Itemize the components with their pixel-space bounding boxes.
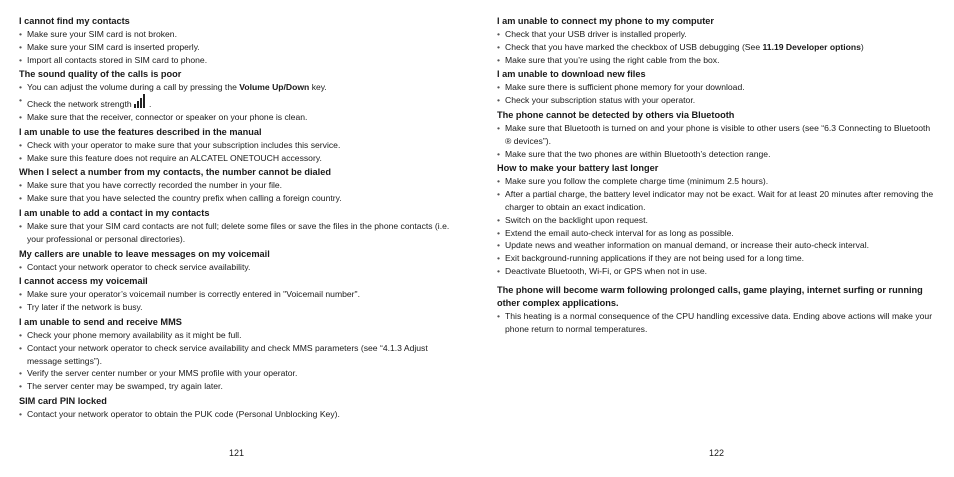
section-battery [497,162,937,277]
section-heading: I am unable to download new files [497,69,646,80]
section-download-files [497,68,937,107]
list-item: • Make sure this feature does not require an ALCATEL ONETOUCH accessory. [19,152,322,163]
list-item: • Make sure that the two phones are within Bluetooth’s detection range. [497,148,771,159]
list-item: • Switch on the backlight upon request. [497,214,648,225]
list-item: • Make sure that Bluetooth is turned on and your phone is visible to other users (see “6.3 Connecting to Bluetooth ® devices”). [497,122,931,146]
list-item: • Exit background-running applications if they are not being used for a long time. [497,253,805,264]
section-heading: I am unable to connect my phone to my computer [497,16,714,26]
section-cannot-find-contacts [19,15,464,66]
page-number: 122 [709,448,725,458]
list-item: • Check that you have marked the checkbox of USB debugging (See 11.19 Developer options) [497,41,864,52]
list-item: • Verify the server center number or your MMS profile with your operator. [19,368,298,379]
list-item: • Make sure that you have correctly recorded the number in your file. [19,180,283,191]
list-item: • Make sure your SIM card is not broken. [19,29,177,39]
list-item: • Check that your USB driver is installed properly. [497,29,687,39]
list-item: • You can adjust the volume during a call by pressing the Volume Up/Down key. [19,82,327,93]
list-item: • Make sure your SIM card is inserted properly. [19,41,200,52]
list-item: • Contact your network operator to check service availability. [19,261,251,272]
section-sound-quality [19,68,464,123]
list-item: • After a partial charge, the battery level indicator may not be exact. Wait for at least 20 minutes after removing the charger to obtain an exact indication. [497,189,934,212]
section-cannot-dial [19,166,464,205]
section-heading: I cannot find my contacts [19,16,130,26]
section-phone-warm [497,284,937,336]
list-item: • Try later if the network is busy. [19,302,143,313]
section-heading: How to make your battery last longer [497,163,659,174]
list-item: • Make sure your operator’s voicemail number is correctly entered in "Voicemail number". [19,289,360,300]
section-add-contact [19,207,464,246]
section-connect-computer [497,15,937,66]
section-heading: When I select a number from my contacts, the number cannot be dialed [19,167,331,178]
list-item: • Make sure that your SIM card contacts are not full; delete some files or save the files in the phone contacts (i.e. your professional or personal directories). [19,220,450,244]
list-item: • Check with your operator to make sure that your subscription includes this service. [19,139,341,150]
list-item: • Check your phone memory availability as it might be full. [19,329,242,340]
section-mms [19,316,464,393]
section-heading: I am unable to use the features described in the manual [19,126,262,137]
list-item: • Make sure that you’re using the right cable from the box. [497,54,720,65]
section-heading: The phone cannot be detected by others via Bluetooth [497,109,735,120]
section-reference: 11.19 Developer options [762,41,861,52]
section-bluetooth [497,109,937,160]
section-heading: I am unable to send and receive MMS [19,316,182,327]
list-item: • This heating is a normal consequence of the CPU handling excessive data. Ending above actions will make your phone return to normal temperatures. [497,310,933,334]
signal-strength-icon [134,94,147,108]
section-heading: I am unable to add a contact in my contacts [19,207,210,218]
list-item: • Make sure that you have selected the country prefix when calling a foreign country. [19,193,342,204]
page-number: 121 [229,448,245,458]
list-item: • Import all contacts stored in SIM card to phone. [19,54,208,65]
key-name: Volume Up/Down [239,82,310,93]
list-item: • Deactivate Bluetooth, Wi-Fi, or GPS when not in use. [497,265,708,276]
section-heading: The sound quality of the calls is poor [19,69,182,80]
list-item: • Make sure there is sufficient phone memory for your download. [497,82,745,93]
list-item: • Extend the email auto-check interval for as long as possible. [497,227,734,238]
section-access-voicemail [19,275,464,314]
section-heading: SIM card PIN locked [19,395,107,406]
right-page [497,14,937,337]
list-item: • Make sure you follow the complete charge time (minimum 2.5 hours). [497,176,769,187]
list-item: • Check your subscription status with your operator. [497,95,696,106]
list-item: • The server center may be swamped, try again later. [19,381,223,392]
list-item: • Check the network strength . [19,95,152,110]
left-page [19,14,464,423]
section-manual-features [19,126,464,165]
section-heading: The phone will become warm following prolonged calls, game playing, internet surfing or running other complex applications. [497,284,923,308]
list-item: • Contact your network operator to check service availability and check MMS parameters (see “4.1.3 Adjust message settings”). [19,342,428,366]
section-sim-pin [19,395,464,421]
list-item: • Contact your network operator to obtain the PUK code (Personal Unblocking Key). [19,408,340,419]
list-item: • Make sure that the receiver, connector or speaker on your phone is clean. [19,111,308,122]
section-heading: I cannot access my voicemail [19,276,148,287]
section-voicemail-callers [19,248,464,274]
section-heading: My callers are unable to leave messages on my voicemail [19,248,270,259]
list-item: • Update news and weather information on manual demand, or increase their auto-check interval. [497,240,870,251]
